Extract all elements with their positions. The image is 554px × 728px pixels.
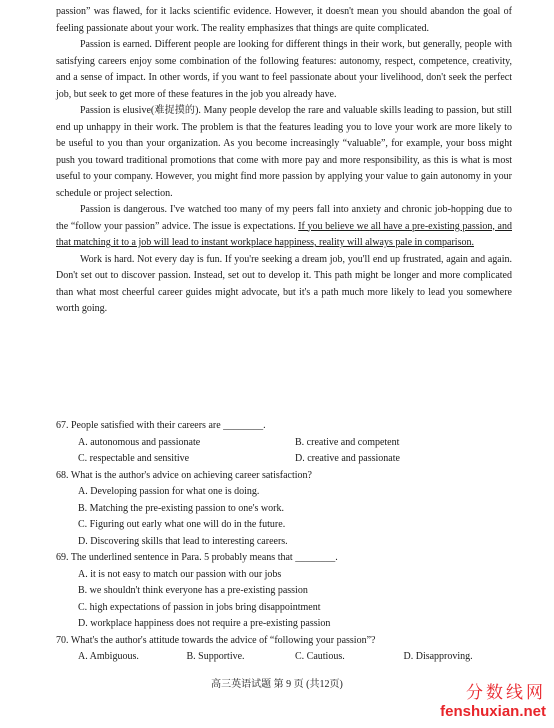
option-b: B. Supportive. <box>186 651 245 662</box>
question-67 <box>56 418 512 468</box>
paragraph-passion-elusive: Passion is elusive(难捉摸的). Many people develop the rare and valuable skills leading to passion, but still end up unhappy in their work. The problem is that the features leading you to love your work are more likely to be useful to you than your organization. As you become increasingly “valuable”, for example, your boss might push you toward traditional promotions that come with more pay and more responsibility, as this is what is most useful to your company. However, you might find more passion by applying your value to gain autonomy in your schedule or project selection. <box>56 105 512 199</box>
option-a: A. it is not easy to match our passion with our jobs <box>78 568 282 580</box>
question-stem: 69. The underlined sentence in Para. 5 probably means that ________. <box>56 552 338 563</box>
option-c: C. Cautious. <box>295 651 345 662</box>
option-b: B. Matching the pre-existing passion to one's work. <box>78 502 284 514</box>
question-list <box>56 418 512 666</box>
page-footer: 高三英语试题 第 9 页 (共12页) <box>211 679 343 690</box>
option-b: B. creative and competent <box>295 436 400 448</box>
option-c: C. high expectations of passion in jobs bring disappointment <box>78 601 321 613</box>
option-d: D. Discovering skills that lead to interesting careers. <box>78 535 288 547</box>
option-row <box>56 451 512 468</box>
paragraph-text: Passion is dangerous. I've watched too many of my peers fall into anxiety and chronic job-hopping due to the “follow your passion” advice. The issue is expectations. <box>56 204 512 232</box>
option-a: A. Developing passion for what one is doing. <box>78 486 260 497</box>
option-d: D. Disapproving. <box>403 651 473 662</box>
watermark-chinese-text: 分数线网 <box>466 683 546 703</box>
paragraph-work-is-hard: Work is hard. Not every day is fun. If you're seeking a dream job, you'll end up frustrated, again and again. Don't set out to discover passion. Instead, set out to develop it. This path might be longer and more complicated than what most cheerful career guides might advocate, but it's a path much more likely to lead you somewhere worth going. <box>56 253 512 314</box>
option-b: B. we shouldn't think everyone has a pre-existing passion <box>78 585 308 596</box>
option-d: D. workplace happiness does not require a pre-existing passion <box>78 618 331 629</box>
question-69 <box>56 550 512 633</box>
option-a: A. Ambiguous. <box>78 651 139 662</box>
question-stem: 68. What is the author's advice on achieving career satisfaction? <box>56 469 312 481</box>
option-row <box>56 435 512 452</box>
underlined-sentence: If you believe we all have a pre-existing passion, and that matching it to a job will lead to instant workplace happiness, reality will always pale in comparison. <box>56 220 512 248</box>
option-d: D. creative and passionate <box>295 453 400 464</box>
question-68 <box>56 468 512 551</box>
paragraph-passion-earned: Passion is earned. Different people are looking for different things in their work, but generally, people with satisfying careers enjoy some combination of the following features: autonomy, respect, competence, creativity, and a sense of impact. In other words, if you want to feel passionate about your livelihood, don't seek the perfect job, but seek to get more of these features in the job you already have. <box>56 39 512 100</box>
question-stem: 67. People satisfied with their careers are ________. <box>56 420 266 431</box>
watermark-url: fenshuxian.net <box>440 703 546 720</box>
watermark <box>396 683 546 721</box>
option-c: C. respectable and sensitive <box>78 453 190 464</box>
reading-passage <box>56 4 512 318</box>
option-c: C. Figuring out early what one will do in the future. <box>78 519 286 530</box>
paragraph-continued: passion” was flawed, for it lacks scientific evidence. However, it doesn't mean you should abandon the goal of feeling passionate about your work. The reality emphasizes that things are quite complicated. <box>56 6 512 34</box>
option-a: A. autonomous and passionate <box>78 436 201 448</box>
question-70 <box>56 633 512 666</box>
question-stem: 70. What's the author's attitude towards the advice of “following your passion”? <box>56 634 376 646</box>
option-row <box>56 649 512 666</box>
paragraph-passion-dangerous <box>56 202 512 252</box>
